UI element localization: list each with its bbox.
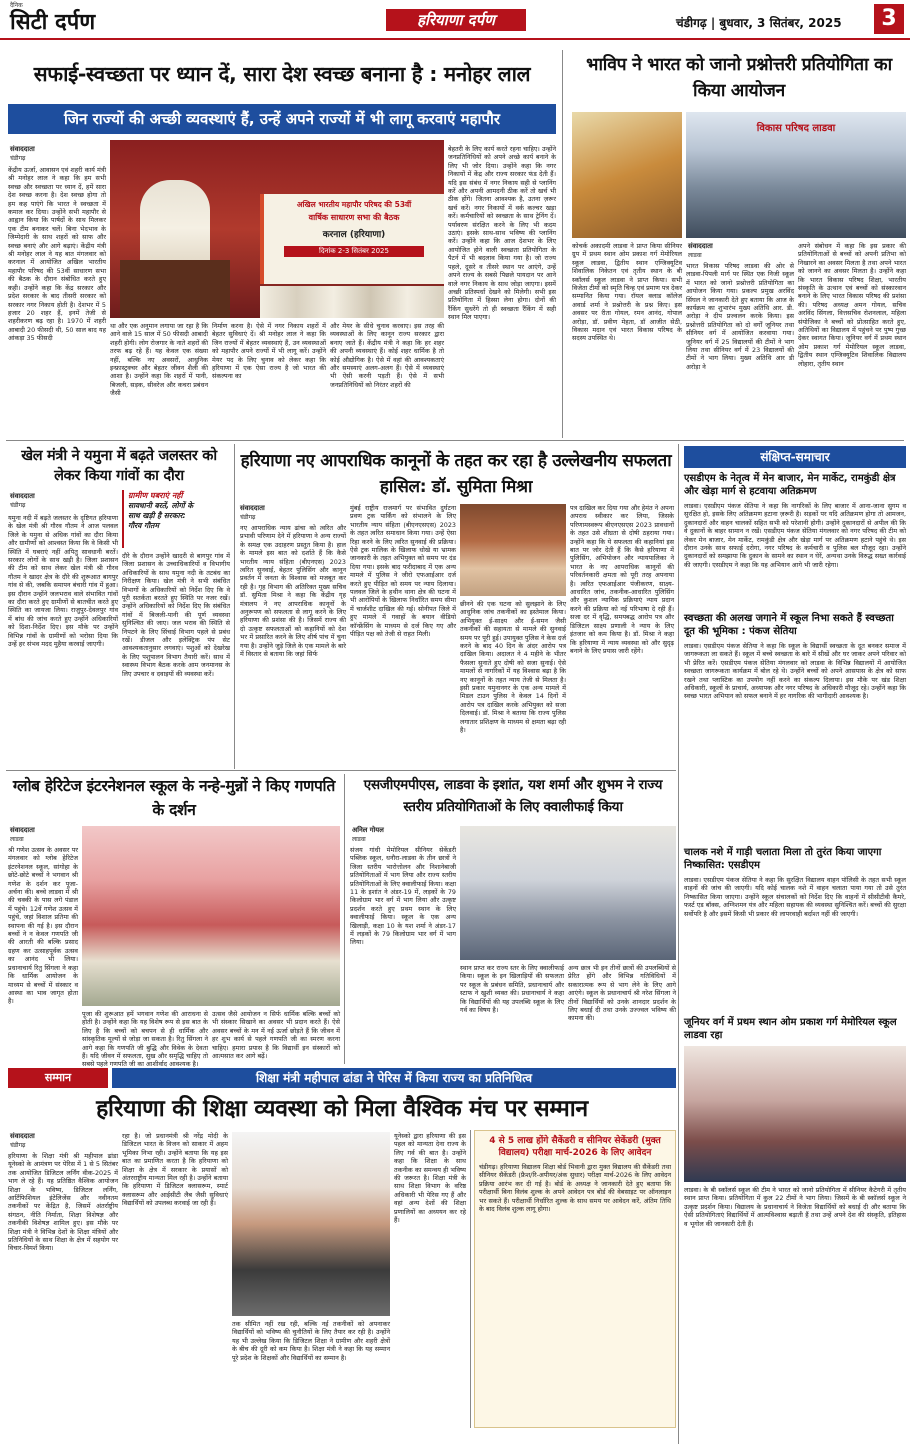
section-label: हरियाणा दर्पण <box>386 9 526 31</box>
reporter-place: चंडीगढ़ <box>240 514 256 521</box>
divider <box>6 770 676 771</box>
reporter-name: अनिल गोयल <box>352 826 384 834</box>
vikas-headline: भाविप ने भारत को जानो प्रश्नोत्तरी प्रतियोगिता का किया आयोजन <box>586 55 892 101</box>
samachar-header: संक्षिप्त-समाचार <box>684 446 906 468</box>
khel-column-1: यमुना नदी में बढ़ते जलस्तर के दृष्टिगत हरियाणा के खेल मंत्री श्री गौरव गौतम ने आज पलवल जिले के यमुना से अधिक गांवों का दौरा किया और ग्रामीणों को आश्वस्त किया कि वे किसी भी स्थिति में घबराएं नहीं अपितु सावधानी बरतें। सरकार लोगों के साथ खड़ी है। जिला प्रशासन की टीम को साथ लेकर खेल मंत्री श्री गौरव गौतम ने खादर क्षेत्र के दौरे की शुरूआत बागपुर गांव से की, जबकि समापन बंचारी गांव में हुआ। इस दौरान उन्होंने जलभराव वाले संभावित गांवों का दौरा करते हुए ग्रामीणों से बातचीत करते हुए स्थिति का जायजा लिया। राजुपुर-देवलपुर गांव में बांध की जांच करते हुए उन्होंने अधिकारियों को दिशा-निर्देश दिए। इस मौके पर उन्होंने विभिन्न गांवों के ग्रामीणों को भरोसा दिया कि उन्हें हर संभव मदद मुहैया करवाई जाएगी। <box>8 514 118 649</box>
globe-column-3: उत्सव जैसे आयोजन न सिर्फ धार्मिक बल्कि बच्चों को भी संस्कार सिखाने का अवसर भी प्रदान करते हैं। ऐसे अवसर बच्चों के मन में नई ऊर्जा छोड़ते हैं कि जीवन में हर शुभ कार्य से पहले गणपति जी का स्मरण करना चाहिए। हमारा प्रयास है कि विद्यार्थी इन संस्कारों को आत्मसात कर आगे बढ़ें। <box>212 1010 340 1061</box>
kanoon-byline <box>240 504 340 522</box>
samachar-body-2: लाडवा। एसडीएम पंकज सेतिया ने कहा कि स्कूल के विद्यार्थी स्वच्छता के दूत बनकर समाज में जागरूकता ला सकते हैं। स्कूल में बच्चे स्वच्छता के बारे में सीखें और घर जाकर अपने परिवार को भी प्रेरित करें। एसडीएम पंकज सेतिया मंगलवार को लाडवा के विभिन्न विद्यालयों में आयोजित स्वच्छता जागरूकता कार्यक्रम में बोल रहे थे। उन्होंने बच्चों को अपने आसपास के क्षेत्र को साफ रखने तथा प्लास्टिक का उपयोग नहीं करने का संकल्प दिलाया। इस मौके पर खंड शिक्षा अधिकारी, स्कूलों के प्राचार्य, अध्यापक और नगर परिषद के अधिकारी मौजूद रहे। उन्होंने कहा कि स्वच्छ भारत अभियान को सफल बनाने में हर नागरिक की भागीदारी आवश्यक है। <box>684 642 906 701</box>
globe-column-2: पूजा की शुरूआत हमें भगवान गणेश की आराधना से होती है। उन्होंने कहा कि यह विशेष रूप से इस बात के लिए है कि बच्चों को बचपन से ही धार्मिक और सांस्कृतिक मूल्यों से जोड़ा जा सकता है। रितु सिंगला ने आगे कहा कि गणपति जी बुद्धि और विवेक के देवता हैं। यदि जीवन में सफलता, सुख और समृद्धि चाहिए तो सबसे पहले गणपति जी का आशीर्वाद आवश्यक है। <box>82 1010 208 1069</box>
sgm-column-1: संजय गांधी मेमोरियल सीनियर सेकेंडरी पब्लिक स्कूल, धनौरा-लाडवा के तीन छात्रों ने जिला स्तरीय भारोत्तोलन और निशानेबाजी प्रतियोगिताओं में भाग लिया और राज्य स्तरीय प्रतियोगिताओं के लिए क्वालीफाई किया। कक्षा 11 के इशांत ने अंडर-19 में, लड़कों के 79 किलोग्राम भार वर्ग में भाग लिया और उत्कृष्ट प्रदर्शन करते हुए प्रथम स्थान के लिए क्वालीफाई किया। स्कूल के एक अन्य खिलाड़ी, कक्षा 10 के यश शर्मा ने अंडर-17 में लड़कों के 79 किलोग्राम भार वर्ग में भाग लिया। <box>350 846 456 947</box>
vikas-column-3: कोचर्क अकादमी लाडवा ने प्राप्त किया सीनियर ग्रुप में प्रथम स्थान ओम प्रकाश गर्ग मेमोरियल स्कूल लाडवा, द्वितीय स्थान एग्जिक्यूटिव शिवालिक निकेतन एवं तृतीय स्थान के बी स्कॉलर्स स्कूल लाडवा ने प्राप्त किया। सभी विजेता टीमों को स्मृति चिन्ह एवं प्रमाण पत्र देकर सम्मानित किया गया। रॉयल क्लाड कॉलेज अवार्ड शर्मा ने प्रश्नोत्तरी के प्रश्न किए। इस अवसर पर रीता गोयल, रमन आनंद, गोपाल अरोड़ा, डॉ. प्रवीण मेहता, डॉ आजीत सेठी, विकास मदान एवं भारत विकास परिषद के सदस्य उपस्थित थे। <box>572 242 682 343</box>
exam-headline: 4 से 5 लाख होंगे सैकेंडरी व सीनियर सेकेंडरी (मुक्त विद्यालय) परीक्षा मार्च-2026 के लिए आवेदन <box>489 1136 661 1158</box>
samachar-headline-2: स्वच्छता की अलख जगाने में स्कूल निभा सकते हैं स्वच्छता दूत की भूमिका : पंकज सेतिया <box>684 613 894 637</box>
kanoon-column-2: मुंबई राष्ट्रीय राजमार्ग पर संभावित दुर्घटना प्रवण ट्रक पार्किंग को संभालने के लिए भारतीय न्याय संहिता (बीएनएसएस) 2023 के तहत त्वरित समाधान किया गया। उन्हें ऐसा रिहा करने के लिए त्वरित सुनवाई की प्रक्रिया। ऐसे ट्रक मालिक के खिलाफ धोखे या भ्रामक जानकारी के तहत अभियुक्त को समय पर दंड दिया गया। इसके बाद फरीदाबाद में एक अन्य मामले में पुलिस ने जीरो एफआईआर दर्ज करते हुए पीड़ित को समय पर न्याय दिलाया। पलवल जिले के हथीन थाना क्षेत्र की घटना में भी आरोपियों के खिलाफ निर्धारित समय सीमा में चार्जशीट दाखिल की गई। सोनीपत जिले में हुए मामले में गवाहों के बयान वीडियो कॉन्फ्रेंसिंग के माध्यम से दर्ज किए गए और पीड़ित पक्ष को तेजी से राहत मिली। <box>350 504 456 639</box>
quote-name: गौरव गौतम <box>128 521 159 530</box>
lead-subhead: जिन राज्यों की अच्छी व्यवस्थाएं हैं, उन्हें अपने राज्यों में भी लागू करवाएं महापौर <box>8 104 556 134</box>
divider <box>678 444 679 1444</box>
banner-line-1: अखिल भारतीय महापौर परिषद की 53वीं <box>296 200 412 209</box>
reporter-name: संवाददाता <box>10 145 35 153</box>
newspaper-logo: सिटी दर्पण <box>10 10 96 35</box>
reporter-place: लाडवा <box>10 836 24 843</box>
khel-quote <box>122 490 230 548</box>
lead-headline: सफाई-स्वच्छता पर ध्यान दें, सारा देश स्वच्छ बनाना है : मनोहर लाल <box>33 62 531 86</box>
lead-column-3: निर्माण करना है। ऐसे में नगर निकाय शहरों में बेहतर सुविधाएं दें। श्री मनोहर लाल ने कहा कि जिन राज्यों में बेहतर व्यवस्थाएं हैं, उन व्यवस्थाओं को महापौर अपने राज्यों में भी लागू करें। उन्होंने मेयर पद के लिए चुनाव को लेकर कहा कि हरियाणा में एक ऐसा राज्य है जो भारत की संकल्पना का <box>212 322 326 381</box>
samman-column-2: रहा है। जो प्रधानमंत्री श्री नरेंद्र मोदी के डिजिटल भारत के विजन को साकार में अहम भूमिका निभा रही। उन्होंने बताया कि यह इस बात का प्रमाणित करता है कि हरियाणा को शिक्षा के क्षेत्र में सरकार के प्रयासों को अंतरराष्ट्रीय मान्यता मिल रही है। उन्होंने बताया कि हरियाणा में डिजिटल क्लासरूम, स्मार्ट क्लासरूम और आईसीटी लैब जैसी सुविधाएं विद्यार्थियों को उपलब्ध करवाई जा रही हैं। <box>122 1132 228 1208</box>
samachar-headline-1: एसडीएम के नेतृत्व में मेन बाजार, मेन मार्केट, रामकुंडी क्षेत्र और खेड़ा मार्ग से हटवाया अतिक्रमण <box>684 473 896 497</box>
quote-line-1: ग्रामीण घबराएं नहीं <box>128 491 183 500</box>
samachar-headline-4: जूनियर वर्ग में प्रथम स्थान ओम प्रकाश गर्ग मेमोरियल स्कूल लाडवा रहा <box>684 1017 897 1041</box>
reporter-name: संवाददाता <box>240 504 265 512</box>
banner-line-2: वार्षिक साधारण सभा की बैठक <box>308 213 400 222</box>
samman-column-4: यूनेस्को द्वारा हरियाणा की इस पहल को मान्यता देना राज्य के लिए गर्व की बात है। उन्होंने कहा कि शिक्षा के साथ तकनीक का समन्वय ही भविष्य की जरूरत है। शिक्षा मंत्री के साथ शिक्षा विभाग के वरिष्ठ अधिकारी भी पेरिस गए हैं और वहां अन्य देशों की शिक्षा प्रणालियों का अध्ययन कर रहे हैं। <box>394 1132 466 1225</box>
samachar-body-4: लाडवा। के बी स्कॉलर्स स्कूल की टीम ने भारत को जानो प्रतियोगिता में सीनियर कैटेगरी में तृतीय स्थान प्राप्त किया। प्रतियोगिता में कुल 22 टीमों ने भाग लिया। जिसमें के बी स्कॉलर्स स्कूल ने उत्कृष्ट प्रदर्शन किया। विद्यालय के प्रधानाचार्य ने विजेता विद्यार्थियों को बधाई दी और बताया कि ऐसी प्रतियोगिताएं विद्यार्थियों में आत्मविश्वास बढ़ाती हैं तथा उन्हें अपने देश की संस्कृति, इतिहास व भूगोल की जानकारी देती हैं। <box>684 1186 906 1228</box>
lead-column-5: बेहतरी के लिए कार्य करते रहना चाहिए। उन्होंने जनप्रतिनिधियों को अपने अच्छे कार्य बनाने के लिए भी जोर दिया। उन्होंने कहा कि नगर निकायों में केंद्र और राज्य सरकार फंड देती हैं। यदि इस संबंध में नगर निकाय सही से प्लानिंग करें और अपनी आमदनी ठीक करें तो खर्च भी ठीक होंगे। जितना आवश्यक है, उतना ज़रूर खर्च करें। नगर निकायों में वर्क कल्चर खड़ा करें। कर्मचारियों को स्वच्छता के साथ ट्रेनिंग दें। पर्यावरण संरक्षित करने के लिए भी कदम उठाएं। इसके साथ-साथ भविष्य की प्लानिंग करें। उन्होंने कहा कि आज देशभर के लिए आयोजित होने वाली स्वच्छता प्रतियोगिता के पैटर्न में भी बदलाव किया गया है। जो राज्य पहले, दूसरे व तीसरे स्थान पर आएंगे, उन्हें अपने राज्य के सबसे पिछले पायदान पर आने वाले नगर निकाय के साथ जोड़ा जाएगा। इसमें अच्छी प्रतिस्पर्धा देखने को मिलेगी। सभी इस प्रतियोगिता में हिस्सा लेना होगा। दोनों की रैंकिंग सुधरेंगे तो ही स्वच्छता रैंकिंग में सही स्थान मिल पाएगा। <box>448 145 556 322</box>
lead-column-2: था और एक अनुमान लगाया जा रहा है कि आने वाले 15 साल में 50 फीसदी आबादी शहरी होगी। लोग रोजगार के नाते शहरों की तरफ बढ़ रहे हैं। यह केवल एक संख्या नहीं, बल्कि नए अवसरों, आधुनिक इन्फ्रास्ट्रक्चर और बेहतर जीवन शैली की आशा है। उन्होंने कहा कि शहरों में पानी, बिजली, सड़क, सीवरेज और कचरा प्रबंधन जैसी <box>110 322 208 398</box>
samman-banner: शिक्षा मंत्री महीपाल ढांडा ने पेरिस में किया राज्य का प्रतिनिधित्व <box>112 1068 676 1088</box>
samachar-photo <box>684 1046 906 1182</box>
masthead <box>0 0 910 40</box>
kanoon-column-3: छीनने की एक घटना को सुलझाने के लिए आधुनिक जांच तकनीकों का इस्तेमाल किया। अभियुक्त ई-साक्ष्य और ई-समन जैसी तकनीकों की सहायता से मामले की सुनवाई समय पर पूरी हुई। उपायुक्त पुलिस ने केस दर्ज करने के बाद 40 दिन के अंदर आरोप पत्र दाखिल किया। अदालत ने 4 महीने के भीतर फैसला सुनाते हुए दोषी को सजा सुनाई। ऐसे मामलों से नागरिकों में यह विश्वास बढ़ा है कि नए कानूनों के तहत न्याय तेजी से मिलता है। इसी प्रकार यमुनानगर के एक अन्य मामले में मिडल टाउन पुलिस ने केवल 14 दिनों में आरोप पत्र दाखिल करके अभियुक्त को सजा दिलवाई। डॉ. मिश्रा ने बताया कि राज्य पुलिस लगातार प्रशिक्षण के माध्यम से क्षमता बढ़ा रही है। <box>460 600 566 735</box>
samman-byline <box>10 1132 110 1150</box>
khel-headline: खेल मंत्री ने यमुना में बढ़ते जलस्तर को लेकर किया गांवों का दौरा <box>21 448 217 484</box>
reporter-name: संवाददाता <box>688 242 713 250</box>
reporter-place: लाडवा <box>688 252 702 259</box>
banner-board <box>260 194 444 284</box>
sgm-headline: एसजीएमपीएस, लाडवा के इशांत, यश शर्मा और शुभम ने राज्य स्तरीय प्रतियोगिताओं के लिए क्वालीफाई किया <box>363 777 663 815</box>
vikas-column-2b: अपने संबोधन में कहा कि इस प्रकार की प्रतियोगिताओं से बच्चों को अपनी प्रतिभा को निखारने का अवसर मिलता है तथा अपने भारत को जानने का अवसर मिलता है। उन्होंने कहा कि भारत विकास परिषद शिक्षा, भारतीय संस्कृति के उत्थान एवं बच्चों को संस्कारवान बनाने के लिए भारत विकास परिषद की प्रशंसा की। परिषद अध्यक्ष अमन गोयल, सचिव अरविंद सिंगला, वित्तसचिव रोशनलाल, महिला संयोजिका ने बच्चों को प्रोत्साहित करते हुए, अतिथियों का विद्यालय में पहुंचने पर पुष्प गुच्छ देकर स्वागत किया। जूनियर वर्ग में प्रथम स्थान ओम प्रकाश गर्ग मेमोरियल स्कूल लाडवा, द्वितीय स्थान एग्जिक्यूटिव शिवालिक विद्यालय लोहारा, तृतीय स्थान <box>798 242 906 368</box>
reporter-place: लाडवा <box>352 836 366 843</box>
banner-line-3: करनाल (हरियाणा) <box>322 230 386 240</box>
lead-column-4: और मेयर के सीधे चुनाव करवाए। इस तरह की व्यवस्थाओं के लिए कानून राज्य सरकार द्वारा बनाए जाते हैं। केंद्रीय मंत्री ने कहा कि हर शहर की अपनी व्यवस्थाएं हैं। कोई शहर धार्मिक है तो कोई औद्योगिक है। ऐसे में वहां की आवश्यकताएं और समस्याएं अलग-अलग हैं। ऐसे में व्यवस्थाएं भी ऐसी करनी पड़ती हैं। ऐसे में सभी जनप्रतिनिधियों को निरंतर शहरों की <box>330 322 444 389</box>
khel-byline <box>10 492 110 510</box>
vikas-group-photo <box>686 112 906 238</box>
divider <box>234 444 235 769</box>
lead-byline <box>10 145 110 163</box>
sgm-column-2: स्थान प्राप्त कर राज्य स्तर के लिए क्वालीफाई किया। स्कूल के इन खिलाड़ियों की सफलता पर स्कूल के प्रबंधन समिति, प्रधानाचार्य और स्टाफ ने खुशी व्यक्त की। प्रधानाचार्य ने कहा कि विद्यार्थियों की यह उपलब्धि स्कूल के लिए गर्व का विषय है। <box>460 964 564 1015</box>
vikas-byline <box>688 242 788 260</box>
exam-box <box>474 1130 676 1428</box>
samman-portrait <box>232 1132 390 1316</box>
reporter-name: संवाददाता <box>10 1132 35 1140</box>
samman-column-3: तक सीमित नहीं रख रही, बल्कि नई तकनीकों को अपनाकर विद्यार्थियों को भविष्य की चुनौतियों के लिए तैयार कर रही है। उन्होंने यह भी उल्लेख किया कि डिजिटल शिक्षा ने ग्रामीण और शहरी क्षेत्रों के बीच की दूरी को कम किया है। शिक्षा मंत्री ने कहा कि यह सम्मान पूरे प्रदेश के शिक्षकों और विद्यार्थियों का सम्मान है। <box>232 1320 390 1362</box>
globe-headline: ग्लोब हेरिटेज इंटरनेशनल स्कूल के नन्हे-मुन्नों ने किए गणपति के दर्शन <box>12 777 336 819</box>
dateline: चंडीगढ़ | बुधवार, 3 सितंबर, 2025 <box>676 16 842 30</box>
samachar-body-3: लाडवा। एसडीएम पंकज सेतिया ने कहा कि सुरक्षित विद्यालय वाहन पॉलिसी के तहत सभी स्कूल वाहनों की जांच की जाएगी। यदि कोई चालक नशे में वाहन चलाता पाया गया तो उसे तुरंत निष्कासित किया जाएगा। उन्होंने स्कूल संचालकों को निर्देश दिए कि वाहनों में सीसीटीवी कैमरे, फर्स्ट एड बॉक्स, अग्निशमन यंत्र और महिला सहायक की व्यवस्था सुनिश्चित करें। बच्चों की सुरक्षा सर्वोपरि है और इसमें किसी भी प्रकार की लापरवाही बर्दाश्त नहीं की जाएगी। <box>684 876 906 918</box>
banner-date: दिनांक 2-3 सितंबर 2025 <box>284 246 424 257</box>
exam-body: चंडीगढ़। हरियाणा विद्यालय शिक्षा बोर्ड भिवानी द्वारा मुक्त विद्यालय की सैकेंडरी तथा सीनियर सैकेंडरी (फ्रैश/रि-अपीयर/अंक सुधार) परीक्षा मार्च-2026 के लिए आवेदन प्रक्रिया आरंभ कर दी गई है। बोर्ड के अध्यक्ष ने जानकारी देते हुए बताया कि परीक्षार्थी बिना विलंब शुल्क के अपने आवेदन पत्र बोर्ड की वेबसाइट पर ऑनलाइन भर सकते हैं। परीक्षार्थी निर्धारित शुल्क के साथ समय पर आवेदन करें, अंतिम तिथि के बाद विलंब शुल्क लागू होगा। <box>479 1163 671 1214</box>
reporter-place: चंडीगढ़ <box>10 1142 26 1149</box>
reporter-place: चंडीगढ़ <box>10 502 26 509</box>
samman-headline: हरियाणा की शिक्षा व्यवस्था को मिला वैश्विक मंच पर सम्मान <box>96 1096 588 1122</box>
globe-column-1: श्री गणेश उत्सव के अवसर पर मंगलवार को ग्लोब हेरिटेज इंटरनेशनल स्कूल, सांगोहा के छोटे-छोटे बच्चों ने भगवान श्री गणेश के दर्शन कर पूजा-अर्चना की। बच्चे लाडवा में श्री की चक्की के पास लगे पंडाल में पहुंचे। 12वें गणेश उत्सव में पहुंचे, जहां विशाल प्रतिमा की स्थापना की गई है। इस दौरान बच्चों ने न केवल गणपति जी की आरती की बल्कि प्रसाद ग्रहण कर उत्साहपूर्वक उत्सव का आनंद भी लिया। प्रधानाचार्य रितु सिंगला ने कहा कि धार्मिक आयोजन के माध्यम से बच्चों में संस्कार व आस्था का भाव जागृत होता है। <box>8 846 78 1006</box>
samachar-body-1: लाडवा। एसडीएम पंकज सेतिया ने कहा कि नागरिकों के लिए बाजार में आना-जाना सुगम व सुरक्षित हो, इसके लिए अतिक्रमण हटाना ज़रूरी है। सड़कों पर यदि अतिक्रमण होगा तो आमजन, दुकानदारों और वाहन चालकों सहित सभी को परेशानी होगी। उन्होंने दुकानदारों से अपील की कि वे दुकानों के बाहर सामान न रखें। एसडीएम पंकज सेतिया मंगलवार को नगर परिषद की टीम को लेकर मेन बाजार, मेन मार्केट, रामकुंडी क्षेत्र और खेड़ा मार्ग पर अतिक्रमण हटाने पहुंचे थे। इस दौरान उनके साथ सफाई दरोगा, नगर परिषद के कर्मचारी व पुलिस बल मौजूद रहा। उन्होंने दुकानदारों को समझाया कि दुकान के सामने का स्थान न घेरें, अन्यथा उनके विरुद्ध सख्त कार्रवाई की जाएगी। एसडीएम ने कहा कि यह अभियान आगे भी जारी रहेगा। <box>684 502 906 569</box>
kanoon-photo <box>460 504 566 596</box>
divider <box>562 50 563 438</box>
logo-small: दैनिक <box>10 2 23 9</box>
kanoon-column-4: पत्र दाखिल कर दिया गया और हेमंत ने अपना अपराध स्वीकार कर लिया, जिसके परिणामस्वरूप बीएनएसएस 2023 प्रावधानों के तहत उसे शीघ्रता से दोषी ठहराया गया। उन्होंने कहा कि ये सफलता की कहानियां इस बात पर जोर देती हैं कि कैसे हरियाणा में पुलिसिंग, अभियोजन और न्यायपालिका ने भारत के नए आपराधिक कानूनों की परिवर्तनकारी क्षमता को पूरी तरह अपनाया है। त्वरित एफआईआर पंजीकरण, साक्ष्य-आधारित जांच, तकनीक-आधारित पुलिसिंग और कुशल न्यायिक प्रक्रियाएं न्याय प्रदान करने की प्रक्रिया को नई परिभाषा दे रही हैं। सजा दर में वृद्धि, समयबद्ध आरोप पत्र और डिजिटल साक्ष्य प्रणाली ने न्याय के लिए इंतजार को कम किया है। डॉ. मिश्रा ने कहा कि हरियाणा में न्याय व्यवस्था को और सुदृढ़ बनाने के लिए प्रयास जारी रहेंगे। <box>570 504 674 655</box>
sgm-photo <box>460 826 676 960</box>
vikas-banner: विकास परिषद लाडवा <box>756 123 836 134</box>
kanoon-column-1: नए आपराधिक न्याय ढांचा को त्वरित और प्रभावी परिणाम देने में हरियाणा ने अन्य राज्यों के समक्ष एक उदाहरण प्रस्तुत किया है। हाल के मामले इस बात को दर्शाते हैं कि कैसे भारतीय न्याय संहिता (बीएनएस) 2023 त्वरित सुनवाई, बेहतर पुलिसिंग और कानून प्रवर्तन में जनता के विश्वास को मजबूत कर रही है। गृह विभाग की अतिरिक्त मुख्य सचिव डॉ. सुमिता मिश्रा ने कहा कि केंद्रीय गृह मंत्रालय ने नए आपराधिक कानूनों के अनुरूपण को सफलता से लागू करने के लिए हरियाणा की प्रशंसा की है। जिसमें राज्य की दो उत्कृष्ट सफलताओं को कहानियों को देश भर में प्रसारित करने के लिए शीर्ष पांच में चुना गया है। उन्होंने जुड़े जिले के एक मामले के बारे में विस्तार से बताया कि जहां सिर्फ <box>240 524 346 659</box>
sgm-column-3: अन्य छात्र भी इन तीनों छात्रों की उपलब्धियों से प्रेरित होंगे और विभिन्न गतिविधियों में सकारात्मक रूप से भाग लेने के लिए आगे आएंगे। स्कूल के प्रधानाचार्य श्री नरेश सिंगला ने तीनों विद्यार्थियों को उनके शानदार प्रदर्शन के लिए बधाई दी तथा उनके उज्ज्वल भविष्य की कामना की। <box>568 964 676 1023</box>
reporter-place: चंडीगढ़ <box>10 155 26 162</box>
lead-column-1: केंद्रीय ऊर्जा, आवासन एवं शहरी कार्य मंत्री श्री मनोहर लाल ने कहा कि हम सभी स्वच्छ और स्वच्छता पर ध्यान दें, हमें सारा देश स्वच्छ करना है। देश स्वच्छ होगा तो हम कह पाएंगे कि भारत ने स्वच्छता में कमाल कर दिया। उन्होंने सभी महापौर से आह्वान किया कि पार्षदों के साथ मिलकर एक टीम बनाकर चलें। बिना भेदभाव के जिम्मेदारी के साथ शहरों को साफ और स्वच्छ बनाएं और आगे बढ़ाएं। केंद्रीय मंत्री श्री मनोहर लाल ने यह बात मंगलवार को करनाल में आयोजित अखिल भारतीय महापौर परिषद की 53वीं साधारण सभा की बैठक के दौरान संबोधित करते हुए कही। उन्होंने कहा कि केंद्र सरकार और प्रदेश सरकार के बाद तीसरी सरकार को सरकार नगर निकाय होती है। देशभर में 5 हजार 20 शहर हैं, इनमें तेजी से शहरीकरण बढ़ रहा है। 1970 में शहरी आबादी 20 फीसदी थी, 50 साल बाद यह आंकड़ा 35 फीसदी <box>8 166 106 343</box>
samman-column-1: हरियाणा के शिक्षा मंत्री श्री महीपाल ढांडा यूनेस्को के आमंत्रण पर पेरिस में 1 से 5 सितंबर तक आयोजित डिजिटल लर्निंग वीक-2025 में भाग ले रहे हैं। यह प्रतिष्ठित वैश्विक आयोजन शिक्षा के भविष्य, डिजिटल लर्निंग, आर्टिफिशियल इंटेलिजेंस और नवीनतम तकनीकों पर केंद्रित है, जिसमें अंतर्राष्ट्रीय संगठन, नीति निर्माता, शिक्षा विशेषज्ञ और तकनीकी विशेषज्ञ शामिल हुए। इस मौके पर शिक्षा मंत्री ने विभिन्न देशों के शिक्षा मंत्रियों और प्रतिनिधियों के साथ शिक्षा के क्षेत्र में सहयोग पर विचार-विमर्श किया। <box>8 1152 118 1253</box>
dignitaries-row <box>260 286 444 318</box>
divider <box>470 1130 471 1428</box>
reporter-name: संवाददाता <box>10 826 35 834</box>
quote-line-3: साथ खड़ी है सरकार: <box>128 511 186 520</box>
quote-line-2: सावधानी बरतें, लोगों के <box>128 501 194 510</box>
vikas-column-1: भारत विकास परिषद लाडवा की ओर से लाडवा-पिपली मार्ग पर स्थित एक निजी स्कूल में भारत को जानो प्रश्नोत्तरी प्रतियोगिता का आयोजन किया गया। प्रकल्प प्रमुख अरविंद सिंघल ने जानकारी देते हुए बताया कि आज के कार्यक्रम का शुभारंभ मुख्य अतिथि आर. डी. अरोड़ा ने दीप प्रज्वलन करके किया। इस प्रश्नोत्तरी प्रतियोगिता को दो वर्गों जूनियर तथा सीनियर वर्ग में आयोजित करवाया गया। जूनियर वर्ग में 25 विद्यालयों की टीमों ने भाग लिया तथा सीनियर वर्ग में 23 विद्यालयों की टीमों ने भाग लिया। मुख्य अतिथि आर डी अरोड़ा ने <box>686 262 794 371</box>
divider <box>6 440 904 441</box>
samachar-headline-3: चालक नशे में गाड़ी चलाता मिला तो तुरंत किया जाएगा निष्कासित: एसडीएम <box>684 847 882 871</box>
divider <box>344 774 345 1064</box>
vikas-photo <box>572 112 682 238</box>
khel-column-2: दौरे के दौरान उन्होंने खादरी से बागपुर गांव में जिला प्रशासन के उच्चाधिकारियों व विभागीय अधिकारियों के साथ यमुना नदी के तटबंध का निरीक्षण किया। खेल मंत्री ने सभी संबंधित विभागों के अधिकारियों को निर्देश दिए कि वे पूरी सतर्कता बरतते हुए स्थिति पर नजर रखें। उन्होंने अधिकारियों को निर्देश दिए कि संबंधित गांवों में बिजली-पानी की पूर्ण व्यवस्था सुनिश्चित की जाए। जल भराव की स्थिति से निपटने के लिए सिंचाई विभाग पहले से प्रबंध रखें। डीजल और इलेक्ट्रिक पंप सेट आवश्यकतानुसार लगवाएं। पशुओं को देखरेख के लिए पशुपालन विभाग तैयारी करें। साथ में स्वास्थ्य विभाग बैठक करके आम जनमानस के लिए उपचार व दवाइयों की व्यवस्था करें। <box>122 552 230 678</box>
samman-tag: सम्मान <box>8 1068 108 1088</box>
page-number: 3 <box>874 4 904 34</box>
sgm-byline <box>352 826 452 844</box>
podium <box>120 260 230 318</box>
lead-photo <box>110 140 444 318</box>
reporter-name: संवाददाता <box>10 492 35 500</box>
globe-photo <box>82 826 340 1006</box>
kanoon-headline: हरियाणा नए आपराधिक कानूनों के तहत कर रहा है उल्लेखनीय सफलता हासिल: डॉ. सुमिता मिश्रा <box>240 451 672 497</box>
